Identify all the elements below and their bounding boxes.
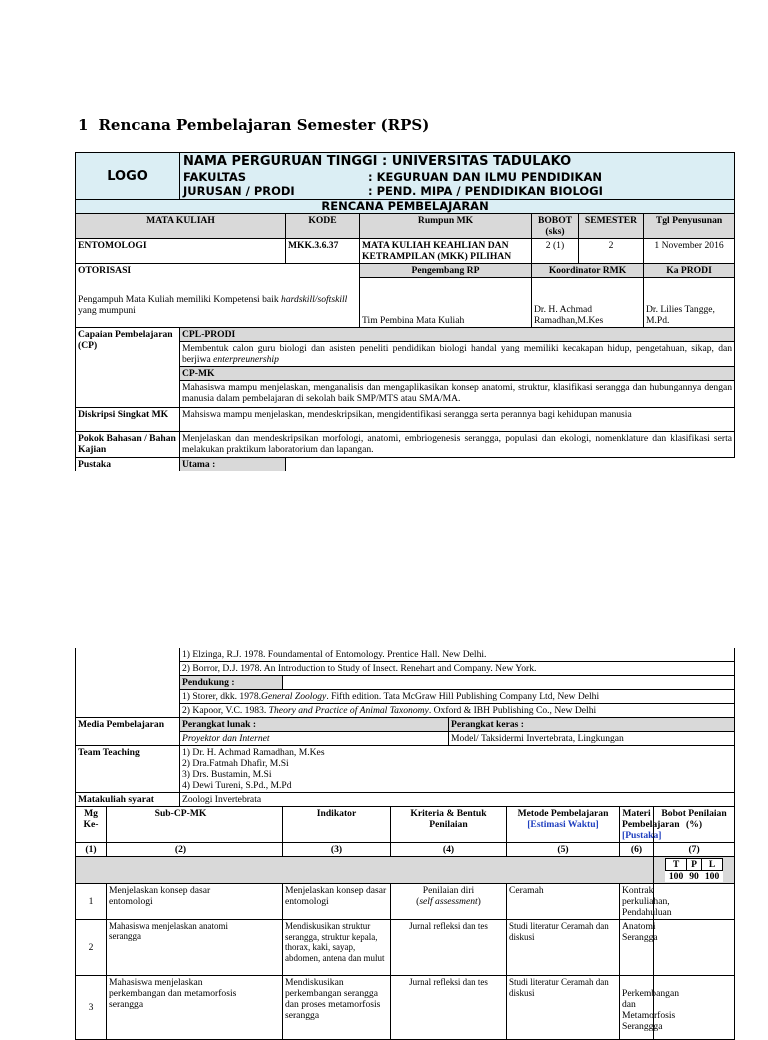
faculty-value: : KEGURUAN DAN ILMU PENDIDIKAN xyxy=(368,170,602,184)
plan-num-5: (5) xyxy=(507,843,620,857)
cpmk-label: CP-MK xyxy=(180,367,735,381)
col-head-mata-kuliah: MATA KULIAH xyxy=(76,214,286,239)
department-label: JURUSAN / PRODI xyxy=(183,184,295,198)
capaian-label: Capaian Pembelajaran (CP) xyxy=(76,328,180,408)
plan-head-mg: Mg Ke- xyxy=(76,807,107,843)
utama-ref-2: 2) Borror, D.J. 1978. An Introduction to Study of Insect. Renehart and Company. New York. xyxy=(180,662,735,676)
table-row xyxy=(76,920,735,976)
course-code: MKK.3.6.37 xyxy=(286,239,360,264)
cpl-text-body: Membentuk calon guru biologi dan asisten peneliti pendidikan biologi handal yang memiliki kecakapan hidup, pengetahuan, sikap, dan berjiwa xyxy=(182,343,733,365)
team-member: 3) Drs. Bustamin, M.Si xyxy=(182,769,272,780)
rps-plan-table xyxy=(75,648,735,1040)
otorisasi-label: OTORISASI xyxy=(78,265,132,276)
week-materi: Perkembangan dan Metamorfosis Seranggga xyxy=(620,976,654,1040)
week-sub-cpmk: Mahasiswa menjelaskan anatomi serangga xyxy=(107,920,283,976)
otorisasi-note-italic: hardskill/softskill xyxy=(281,294,348,305)
week-indikator: Mendiskusikan struktur serangga, struktur kepala, thorax, kaki, sayap, abdomen, antena dan mulut xyxy=(283,920,391,976)
week-materi: Kontrak perkuliahan, Pendahuluan xyxy=(620,884,654,920)
tpl-head-t: T xyxy=(666,859,686,871)
week-number: 2 xyxy=(76,920,107,976)
cpmk-text: Mahasiswa mampu menjelaskan, menganalisis dan mengaplikasikan konsep anatomi, struktur, klasifikasi serangga dan hubungannya dengan manusia dalam pembelajaran di sekolah baik SMP/MTS atau SMA/MA. xyxy=(180,381,735,408)
week-metode: Studi literatur Ceramah dan diskusi xyxy=(507,920,620,976)
pustaka-utama-label: Utama : xyxy=(180,458,286,472)
otorisasi-note-a: Pengampuh Mata Kuliah memiliki Kompetensi baik xyxy=(78,294,282,305)
week-kriteria-main: Penilaian diri xyxy=(422,885,475,896)
kaprodi-name: Dr. Lilies Tangge, M.Pd. xyxy=(644,278,735,328)
rps-header-table xyxy=(75,152,735,471)
logo-placeholder: LOGO xyxy=(76,153,180,200)
course-rumpun: MATA KULIAH KEAHLIAN DAN KETRAMPILAN (MKK) PILIHAN xyxy=(360,239,532,264)
week-kriteria: Jurnal refleksi dan tes xyxy=(391,976,507,1040)
week-kriteria-open: ( xyxy=(416,896,420,907)
plan-num-2: (2) xyxy=(107,843,283,857)
course-semester: 2 xyxy=(579,239,644,264)
plan-num-6: (6) xyxy=(620,843,654,857)
table-row xyxy=(76,884,735,920)
col-head-bobot: BOBOT (sks) xyxy=(532,214,579,239)
week-sub-cpmk: Mahasiswa menjelaskan perkembangan dan metamorfosis serangga xyxy=(107,976,283,1040)
head-kaprodi: Ka PRODI xyxy=(644,264,735,278)
department-value: : PEND. MIPA / PENDIDIKAN BIOLOGI xyxy=(368,184,603,198)
col-head-rumpun: Rumpun MK xyxy=(360,214,532,239)
tpl-val-l: 100 xyxy=(704,871,720,882)
team-member: 2) Dra.Fatmah Dhafir, M.Si xyxy=(182,758,289,769)
week-number: 3 xyxy=(76,976,107,1040)
head-koordinator: Koordinator RMK xyxy=(532,264,644,278)
plan-head-metode xyxy=(507,807,620,843)
table-row xyxy=(76,976,735,1040)
plan-head-indikator: Indikator xyxy=(283,807,391,843)
plan-head-materi-sub: [Pustaka] xyxy=(622,830,662,841)
col-head-tgl: Tgl Penyusunan xyxy=(644,214,735,239)
course-bobot: 2 (1) xyxy=(532,239,579,264)
perangkat-keras-label: Perangkat keras : xyxy=(449,718,735,732)
perangkat-keras-value: Model/ Taksidermi Invertebrata, Lingkungan xyxy=(449,732,735,746)
week-materi: Anatomi Serangga xyxy=(620,920,654,976)
syarat-label: Matakuliah syarat xyxy=(76,793,180,807)
syarat-value: Zoologi Invertebrata xyxy=(180,793,735,807)
col-head-semester: SEMESTER xyxy=(579,214,644,239)
plan-head-metode-title: Metode Pembelajaran xyxy=(517,808,609,819)
plan-head-kriteria: Kriteria & Bentuk Penilaian xyxy=(391,807,507,843)
week-kriteria: Jurnal refleksi dan tes xyxy=(391,920,507,976)
plan-head-sub: Sub-CP-MK xyxy=(107,807,283,843)
perangkat-lunak-value: Proyektor dan Internet xyxy=(180,732,449,746)
plan-num-3: (3) xyxy=(283,843,391,857)
otorisasi-note-b: yang mumpuni xyxy=(78,305,136,316)
otorisasi-note xyxy=(78,294,357,316)
tpl-cell xyxy=(654,857,735,884)
week-number: 1 xyxy=(76,884,107,920)
institution-block xyxy=(180,153,735,200)
week-kriteria-close: ) xyxy=(477,896,481,907)
week-kriteria xyxy=(391,884,507,920)
course-date: 1 November 2016 xyxy=(644,239,735,264)
plan-head-materi xyxy=(620,807,680,843)
week-metode: Ceramah xyxy=(507,884,620,920)
pendukung-label: Pendukung : xyxy=(180,676,283,690)
pengembang-name: Tim Pembina Mata Kuliah xyxy=(360,278,532,328)
utama-ref-1: 1) Elzinga, R.J. 1978. Foundamental of Entomology. Prentice Hall. New Delhi. xyxy=(180,648,735,662)
pendukung-ref-2-italic: Theory and Practice of Animal Taxonomy xyxy=(268,705,429,716)
col-head-kode: KODE xyxy=(286,214,360,239)
course-name: ENTOMOLOGI xyxy=(76,239,286,264)
week-indikator: Mendiskusikan perkembangan serangga dan proses metamorfosis serangga xyxy=(283,976,391,1040)
plan-num-4: (4) xyxy=(391,843,507,857)
section-heading xyxy=(78,116,429,134)
plan-num-1: (1) xyxy=(76,843,107,857)
pendukung-ref-2-b: . Oxford & IBH Publishing Co., New Delhi xyxy=(428,705,597,716)
pendukung-ref-2 xyxy=(180,704,735,718)
plan-head-metode-sub: [Estimasi Waktu] xyxy=(527,819,599,830)
week-bobot xyxy=(654,976,735,1040)
team-label: Team Teaching xyxy=(76,746,180,793)
pustaka-continued-label xyxy=(76,648,180,718)
team-members xyxy=(180,746,735,793)
pendukung-ref-1-italic: General Zoology xyxy=(261,691,327,702)
week-metode: Studi literatur Ceramah dan diskusi xyxy=(507,976,620,1040)
pendukung-ref-2-a: 2) Kapoor, V.C. 1983. xyxy=(182,705,269,716)
cpl-text xyxy=(180,342,735,367)
tpl-head-p: P xyxy=(686,859,702,871)
plan-head-materi-title: Materi Pembelajaran xyxy=(622,808,680,830)
tpl-val-t: 100 xyxy=(668,871,684,882)
faculty-label: FAKULTAS xyxy=(183,170,247,184)
cpl-text-italic: enterpreunership xyxy=(213,354,279,365)
document-title: RENCANA PEMBELAJARAN xyxy=(76,200,735,214)
pendukung-ref-1-b: . Fifth edition. Tata McGraw Hill Publishing Company Ltd, New Delhi xyxy=(326,691,600,702)
week-bobot xyxy=(654,920,735,976)
plan-head-bobot: Bobot Penilaian (%) xyxy=(654,807,735,843)
pustaka-label: Pustaka xyxy=(76,458,180,472)
tpl-head-l: L xyxy=(702,859,722,871)
head-pengembang: Pengembang RP xyxy=(360,264,532,278)
deskripsi-text: Mahsiswa mampu menjelaskan, mendeskripsikan, mengidentifikasi serangga serta perannya bagi kehidupan manusia xyxy=(180,408,735,432)
institution-name: NAMA PERGURUAN TINGGI : UNIVERSITAS TADULAKO xyxy=(183,154,572,169)
week-indikator: Menjelaskan konsep dasar entomologi xyxy=(283,884,391,920)
section-number: 1 xyxy=(78,116,89,134)
media-label: Media Pembelajaran xyxy=(76,718,180,746)
perangkat-lunak-label: Perangkat lunak : xyxy=(180,718,449,732)
section-title: Rencana Pembelajaran Semester (RPS) xyxy=(98,116,430,134)
tpl-grid xyxy=(665,858,722,882)
cpl-label: CPL-PRODI xyxy=(180,328,735,342)
koordinator-name: Dr. H. Achmad Ramadhan,M.Kes xyxy=(532,278,644,328)
week-sub-cpmk: Menjelaskan konsep dasar entomologi xyxy=(107,884,283,920)
pendukung-ref-1 xyxy=(180,690,735,704)
deskripsi-label: Diskripsi Singkat MK xyxy=(76,408,180,432)
pendukung-ref-1-a: 1) Storer, dkk. 1978. xyxy=(182,691,262,702)
team-member: 1) Dr. H. Achmad Ramadhan, M.Kes xyxy=(182,747,325,758)
pokok-label: Pokok Bahasan / Bahan Kajian xyxy=(76,432,180,458)
plan-num-7: (7) xyxy=(654,843,735,857)
pokok-text: Menjelaskan dan mendeskripsikan morfologi, anatomi, embriogenesis serangga, populasi dan ekologi, nomenklature dan klasifikasi serta melakukan praktikum laboratorium dan lapangan. xyxy=(180,432,735,458)
team-member: 4) Dewi Tureni, S.Pd., M.Pd xyxy=(182,780,292,791)
tpl-val-p: 90 xyxy=(689,871,699,882)
week-kriteria-italic: self assessment xyxy=(419,896,478,907)
otorisasi-cell xyxy=(76,264,360,328)
